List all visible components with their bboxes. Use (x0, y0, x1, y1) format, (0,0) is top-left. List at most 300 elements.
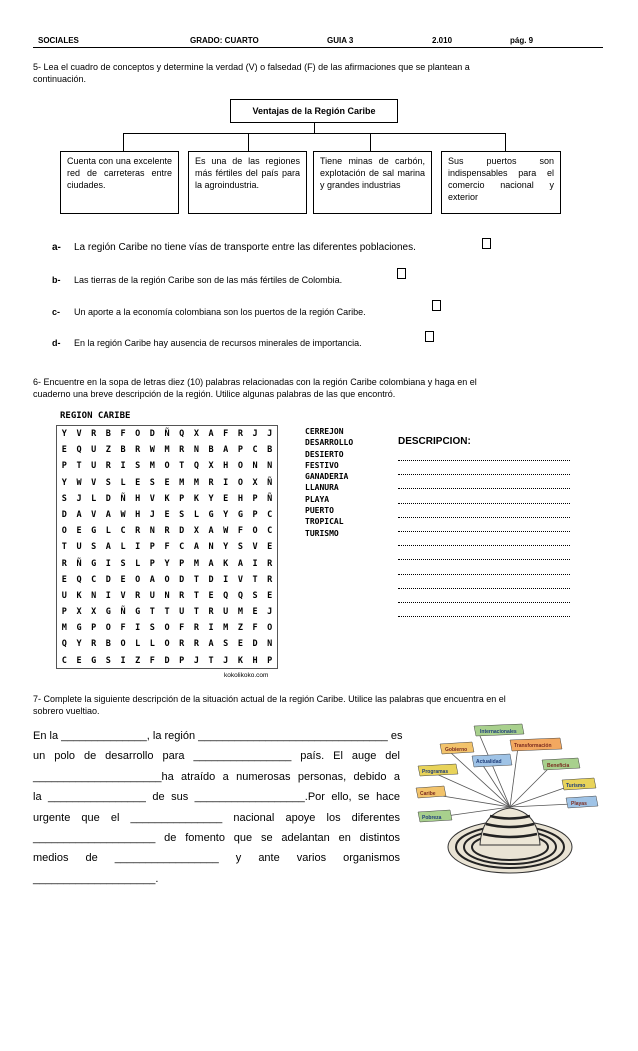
grid-cell[interactable]: H (237, 493, 243, 504)
grid-cell[interactable]: V (76, 429, 82, 439)
description-line[interactable] (398, 545, 570, 546)
grid-cell[interactable]: I (120, 461, 126, 472)
grid-cell[interactable]: E (267, 590, 273, 601)
grid-cell[interactable]: J (76, 493, 82, 504)
grid-cell[interactable]: M (193, 558, 199, 569)
grid-cell[interactable]: J (267, 429, 273, 439)
grid-cell[interactable]: E (223, 493, 229, 504)
hat-flag (418, 764, 458, 776)
grid-cell[interactable]: S (61, 493, 67, 504)
grid-cell[interactable]: M (179, 477, 185, 488)
grid-cell[interactable]: C (267, 509, 273, 520)
concept-text: Cuenta con una excelente red de carreteras entre ciudades. (67, 156, 172, 190)
word-list-item: PLAYA (305, 494, 330, 504)
grid-cell[interactable]: Y (61, 429, 67, 439)
statement-d-checkbox[interactable] (425, 331, 434, 342)
grid-cell[interactable]: O (164, 461, 170, 472)
grid-cell[interactable]: U (179, 607, 185, 618)
grid-cell[interactable]: X (193, 429, 199, 439)
grid-cell[interactable]: O (237, 461, 243, 472)
grid-cell[interactable]: K (237, 655, 243, 666)
grid-row (57, 523, 277, 539)
grid-cell[interactable]: U (61, 590, 67, 601)
grid-cell[interactable]: M (61, 623, 67, 634)
description-line[interactable] (398, 517, 570, 518)
concept-text: Tiene minas de carbón, explotación de sal marina y grandes industrias (320, 156, 425, 190)
grid-cell[interactable]: Z (237, 623, 243, 634)
grid-cell[interactable]: Y (223, 509, 229, 520)
grid-cell[interactable]: Ñ (267, 493, 273, 504)
grid-cell[interactable]: I (120, 655, 126, 666)
paragraph-line: la ________________ de sus __________________.Por ello, se hace (33, 791, 400, 804)
grid-cell[interactable]: G (135, 607, 141, 618)
grid-cell[interactable]: H (135, 509, 141, 520)
grid-cell[interactable]: G (237, 509, 243, 520)
paragraph-line: un polo de desarrollo para ________________ país. El auge del (33, 750, 400, 763)
grid-cell[interactable]: J (149, 509, 155, 520)
grid-cell[interactable]: E (267, 542, 273, 553)
grid-cell[interactable]: L (193, 509, 199, 520)
grid-cell[interactable]: Q (76, 574, 82, 585)
grid-cell[interactable]: U (91, 445, 97, 456)
grid-cell[interactable]: I (135, 623, 141, 634)
grid-cell[interactable]: Ñ (76, 558, 82, 569)
grid-cell[interactable]: L (120, 477, 126, 488)
hat-flag (418, 810, 452, 822)
header-year: 2.010 (432, 36, 453, 45)
grid-cell[interactable]: Y (164, 558, 170, 569)
grid-cell[interactable]: T (193, 574, 199, 585)
grid-cell[interactable]: T (76, 461, 82, 472)
grid-cell[interactable]: D (208, 574, 214, 585)
grid-cell[interactable]: F (223, 429, 229, 439)
grid-cell[interactable]: W (76, 477, 82, 488)
grid-cell[interactable]: R (135, 526, 141, 537)
grid-cell[interactable]: S (91, 542, 97, 553)
grid-cell[interactable]: U (91, 461, 97, 472)
grid-cell[interactable]: A (76, 509, 82, 520)
grid-cell[interactable]: S (135, 461, 141, 472)
hat-flag (566, 796, 598, 808)
grid-cell[interactable]: V (120, 590, 126, 601)
grid-row (57, 539, 277, 555)
grid-cell[interactable]: E (135, 477, 141, 488)
grid-cell[interactable]: T (252, 574, 258, 585)
grid-cell[interactable]: L (120, 542, 126, 553)
grid-cell[interactable]: M (164, 445, 170, 456)
grid-cell[interactable]: O (164, 623, 170, 634)
grid-cell[interactable]: K (76, 590, 82, 601)
grid-cell[interactable]: B (105, 639, 111, 650)
grid-cell[interactable]: H (135, 493, 141, 504)
grid-cell[interactable]: F (252, 623, 258, 634)
grid-cell[interactable]: R (61, 558, 67, 569)
grid-cell[interactable]: A (105, 542, 111, 553)
puzzle-title: REGION CARIBE (60, 411, 131, 421)
fill-in-paragraph (33, 726, 403, 889)
grid-row (57, 491, 277, 507)
concept-box-2 (188, 151, 307, 214)
hat-flag (416, 786, 446, 798)
grid-cell[interactable]: X (76, 607, 82, 618)
grid-cell[interactable]: A (208, 558, 214, 569)
grid-cell[interactable]: F (179, 623, 185, 634)
grid-cell[interactable]: F (237, 526, 243, 537)
grid-cell[interactable]: C (267, 526, 273, 537)
grid-cell[interactable]: Ñ (120, 493, 126, 504)
grid-row (57, 442, 277, 458)
grid-cell[interactable]: N (267, 639, 273, 650)
grid-cell[interactable]: O (164, 639, 170, 650)
grid-cell[interactable]: I (252, 558, 258, 569)
statement-c-checkbox[interactable] (432, 300, 441, 311)
grid-cell[interactable]: A (223, 445, 229, 456)
grid-cell[interactable]: V (91, 509, 97, 520)
word-list-item: DESIERTO (305, 449, 344, 459)
grid-cell[interactable]: S (149, 477, 155, 488)
grid-cell[interactable]: M (223, 623, 229, 634)
grid-cell[interactable]: O (164, 574, 170, 585)
description-line[interactable] (398, 559, 570, 560)
grid-cell[interactable]: R (179, 445, 185, 456)
grid-cell[interactable]: B (267, 445, 273, 456)
grid-cell[interactable]: O (61, 526, 67, 537)
statement-text: En la región Caribe hay ausencia de recursos minerales de importancia. (74, 338, 362, 348)
grid-cell[interactable]: I (223, 574, 229, 585)
grid-cell[interactable]: P (149, 558, 155, 569)
grid-cell[interactable]: V (237, 574, 243, 585)
grid-cell[interactable]: Y (208, 493, 214, 504)
grid-cell[interactable]: W (223, 526, 229, 537)
connector-drop-3 (370, 133, 371, 151)
grid-cell[interactable]: U (223, 607, 229, 618)
grid-cell[interactable]: V (91, 477, 97, 488)
grid-cell[interactable]: Y (76, 639, 82, 650)
grid-cell[interactable]: B (120, 445, 126, 456)
connector-drop-2 (248, 133, 249, 151)
grid-cell[interactable]: G (91, 655, 97, 666)
grid-cell[interactable]: R (179, 590, 185, 601)
grid-cell[interactable]: K (193, 493, 199, 504)
grid-cell[interactable]: O (135, 429, 141, 439)
grid-cell[interactable]: S (120, 558, 126, 569)
grid-cell[interactable]: W (120, 509, 126, 520)
grid-cell[interactable]: A (208, 526, 214, 537)
grid-cell[interactable]: P (179, 493, 185, 504)
grid-cell[interactable]: F (120, 623, 126, 634)
grid-cell[interactable]: S (149, 623, 155, 634)
grid-cell[interactable]: K (223, 558, 229, 569)
grid-row (57, 475, 277, 491)
word-search-grid (56, 425, 278, 669)
grid-cell[interactable]: E (61, 445, 67, 456)
grid-row (57, 556, 277, 572)
grid-cell[interactable]: E (76, 655, 82, 666)
grid-cell[interactable]: A (105, 509, 111, 520)
grid-cell[interactable]: X (252, 477, 258, 488)
grid-cell[interactable]: A (149, 574, 155, 585)
grid-cell[interactable]: Z (135, 655, 141, 666)
grid-cell[interactable]: S (105, 477, 111, 488)
grid-cell[interactable]: R (208, 477, 214, 488)
hat-flag-label: Actualidad (476, 759, 502, 765)
grid-cell[interactable]: T (61, 542, 67, 553)
grid-cell[interactable]: O (135, 574, 141, 585)
connector-drop-1 (123, 133, 124, 151)
grid-cell[interactable]: P (61, 607, 67, 618)
grid-cell[interactable]: O (105, 623, 111, 634)
grid-cell[interactable]: P (91, 623, 97, 634)
grid-cell[interactable]: Q (76, 445, 82, 456)
grid-cell[interactable]: T (208, 655, 214, 666)
grid-cell[interactable]: O (267, 623, 273, 634)
statement-letter: c- (52, 307, 61, 317)
hat-flag-label: Programas (422, 769, 449, 775)
hat-flag (472, 754, 512, 767)
grid-cell[interactable]: R (91, 639, 97, 650)
grid-cell[interactable]: P (252, 509, 258, 520)
grid-cell[interactable]: P (149, 542, 155, 553)
grid-cell[interactable]: K (164, 493, 170, 504)
grid-cell[interactable]: X (91, 607, 97, 618)
paragraph-line: En la ______________, la región _______________________________ es (33, 730, 403, 742)
grid-cell[interactable]: S (179, 509, 185, 520)
paragraph-line: urgente que el _______________ nacional apoye los diferentes (33, 811, 400, 824)
statement-d (52, 337, 362, 349)
grid-cell[interactable]: D (105, 493, 111, 504)
grid-cell[interactable]: S (237, 542, 243, 553)
grid-cell[interactable]: I (135, 542, 141, 553)
grid-cell[interactable]: R (193, 623, 199, 634)
grid-cell[interactable]: E (61, 574, 67, 585)
grid-row (57, 653, 277, 669)
grid-cell[interactable]: B (208, 445, 214, 456)
grid-cell[interactable]: N (149, 526, 155, 537)
hat-flag (542, 758, 580, 770)
grid-cell[interactable]: E (208, 590, 214, 601)
hat-flag-label: Internacionales (480, 729, 517, 735)
grid-cell[interactable]: L (91, 493, 97, 504)
grid-cell[interactable]: V (149, 493, 155, 504)
grid-cell[interactable]: P (267, 655, 273, 666)
grid-cell[interactable]: C (120, 526, 126, 537)
grid-cell[interactable]: D (61, 509, 67, 520)
grid-cell[interactable]: P (61, 461, 67, 472)
section5-instruction-line1: 5- Lea el cuadro de conceptos y determine la verdad (V) o falsedad (F) de las afirmaciones que se plantean a (33, 62, 470, 72)
grid-cell[interactable]: D (105, 574, 111, 585)
word-list-item: LLANURA (305, 483, 339, 493)
grid-cell[interactable]: F (164, 542, 170, 553)
grid-cell[interactable]: J (193, 655, 199, 666)
grid-cell[interactable]: G (91, 558, 97, 569)
grid-cell[interactable]: W (149, 445, 155, 456)
grid-cell[interactable]: A (193, 542, 199, 553)
statement-b (52, 274, 342, 286)
grid-cell[interactable]: R (267, 558, 273, 569)
section5-instruction (33, 61, 613, 85)
statement-letter: b- (52, 275, 61, 285)
grid-cell[interactable]: A (237, 558, 243, 569)
grid-cell[interactable]: R (135, 590, 141, 601)
grid-cell[interactable]: Ñ (267, 477, 273, 488)
grid-cell[interactable]: I (223, 477, 229, 488)
grid-cell[interactable]: Q (179, 429, 185, 439)
grid-cell[interactable]: D (149, 429, 155, 439)
grid-cell[interactable]: F (120, 429, 126, 439)
concept-text: Sus puertos son indispensables para el comercio nacional y exterior (448, 156, 554, 202)
hat-flag-label: Transformación (514, 743, 552, 749)
grid-cell[interactable]: N (164, 590, 170, 601)
grid-cell[interactable]: C (179, 542, 185, 553)
grid-cell[interactable]: Ñ (120, 607, 126, 618)
grid-cell[interactable]: C (61, 655, 67, 666)
grid-cell[interactable]: M (193, 477, 199, 488)
grid-cell[interactable]: G (76, 623, 82, 634)
grid-cell[interactable]: T (149, 607, 155, 618)
section7-instruction-line2: sobrero vueltiao. (33, 706, 100, 716)
grid-cell[interactable]: Z (105, 445, 111, 456)
grid-cell[interactable]: L (135, 558, 141, 569)
hat-flag (474, 724, 524, 736)
grid-cell[interactable]: D (179, 574, 185, 585)
grid-cell[interactable]: T (179, 461, 185, 472)
grid-cell[interactable]: R (193, 639, 199, 650)
grid-cell[interactable]: X (208, 461, 214, 472)
description-line[interactable] (398, 616, 570, 617)
grid-cell[interactable]: B (105, 429, 111, 439)
grid-cell[interactable]: N (208, 542, 214, 553)
grid-cell[interactable]: S (252, 590, 258, 601)
description-line[interactable] (398, 488, 570, 489)
grid-cell[interactable]: S (223, 639, 229, 650)
grid-cell[interactable]: R (237, 429, 243, 439)
sombrero-vueltiao-illustration (410, 722, 610, 882)
grid-cell[interactable]: C (91, 574, 97, 585)
grid-cell[interactable]: E (164, 509, 170, 520)
grid-cell[interactable]: P (237, 445, 243, 456)
grid-cell[interactable]: Q (61, 639, 67, 650)
header-subject: SOCIALES (38, 36, 79, 45)
grid-cell[interactable]: E (164, 477, 170, 488)
description-line[interactable] (398, 602, 570, 603)
grid-row (57, 458, 277, 474)
grid-cell[interactable]: A (208, 429, 214, 439)
grid-cell[interactable]: T (193, 590, 199, 601)
hat-flag-label: Caribe (420, 791, 436, 797)
grid-cell[interactable]: I (105, 590, 111, 601)
grid-cell[interactable]: R (208, 607, 214, 618)
grid-cell[interactable]: H (252, 655, 258, 666)
grid-cell[interactable]: Ñ (164, 429, 170, 439)
grid-cell[interactable]: R (267, 574, 273, 585)
grid-cell[interactable]: I (208, 623, 214, 634)
grid-cell[interactable]: M (149, 461, 155, 472)
grid-cell[interactable]: F (149, 655, 155, 666)
grid-cell[interactable]: N (252, 461, 258, 472)
grid-cell[interactable]: E (237, 639, 243, 650)
grid-cell[interactable]: N (267, 461, 273, 472)
grid-cell[interactable]: D (164, 655, 170, 666)
description-line[interactable] (398, 574, 570, 575)
grid-cell[interactable]: J (252, 429, 258, 439)
concept-box-3 (313, 151, 432, 214)
grid-cell[interactable]: O (252, 526, 258, 537)
grid-cell[interactable]: H (223, 461, 229, 472)
grid-cell[interactable]: R (179, 639, 185, 650)
description-line[interactable] (398, 460, 570, 461)
grid-cell[interactable]: Q (193, 461, 199, 472)
grid-row (57, 588, 277, 604)
grid-cell[interactable]: J (223, 655, 229, 666)
grid-cell[interactable]: T (164, 607, 170, 618)
grid-cell[interactable]: U (149, 590, 155, 601)
description-line[interactable] (398, 474, 570, 475)
grid-cell[interactable]: J (267, 607, 273, 618)
grid-cell[interactable]: S (105, 655, 111, 666)
grid-cell[interactable]: D (179, 526, 185, 537)
grid-cell[interactable]: M (237, 607, 243, 618)
grid-cell[interactable]: P (179, 655, 185, 666)
grid-cell[interactable]: I (105, 558, 111, 569)
grid-cell[interactable]: G (208, 509, 214, 520)
grid-cell[interactable]: O (237, 477, 243, 488)
grid-cell[interactable]: Y (223, 542, 229, 553)
grid-cell[interactable]: N (91, 590, 97, 601)
grid-cell[interactable]: G (105, 607, 111, 618)
grid-cell[interactable]: L (105, 526, 111, 537)
grid-cell[interactable]: O (120, 639, 126, 650)
grid-cell[interactable]: U (76, 542, 82, 553)
grid-cell[interactable]: T (193, 607, 199, 618)
grid-row (57, 636, 277, 652)
statement-a (52, 242, 416, 254)
grid-cell[interactable]: Q (237, 590, 243, 601)
statement-b-checkbox[interactable] (397, 268, 406, 279)
grid-cell[interactable]: E (76, 526, 82, 537)
grid-cell[interactable]: Q (223, 590, 229, 601)
grid-cell[interactable]: L (135, 639, 141, 650)
statement-text: Las tierras de la región Caribe son de las más fértiles de Colombia. (74, 275, 343, 285)
header-guide: GUIA 3 (327, 36, 354, 45)
description-line[interactable] (398, 531, 570, 532)
grid-cell[interactable]: R (135, 445, 141, 456)
grid-cell[interactable]: G (91, 526, 97, 537)
grid-cell[interactable]: A (208, 639, 214, 650)
grid-cell[interactable]: E (252, 607, 258, 618)
grid-cell[interactable]: P (252, 493, 258, 504)
grid-cell[interactable]: X (193, 526, 199, 537)
statement-c (52, 306, 366, 318)
statement-a-checkbox[interactable] (482, 238, 491, 249)
hat-flag-label: Turismo (566, 783, 586, 789)
description-line[interactable] (398, 588, 570, 589)
grid-cell[interactable]: R (105, 461, 111, 472)
grid-cell[interactable]: R (91, 429, 97, 439)
grid-cell[interactable]: D (252, 639, 258, 650)
grid-cell[interactable]: R (164, 526, 170, 537)
grid-cell[interactable]: E (120, 574, 126, 585)
section6-instruction-line2: cuaderno una breve descripción de la región. Utilice algunas palabras de las que encontró. (33, 389, 396, 399)
grid-cell[interactable]: P (179, 558, 185, 569)
grid-cell[interactable]: V (252, 542, 258, 553)
grid-cell[interactable]: Y (61, 477, 67, 488)
hat-flag-label: Pobreza (422, 815, 442, 821)
grid-cell[interactable]: L (149, 639, 155, 650)
grid-cell[interactable]: C (252, 445, 258, 456)
description-line[interactable] (398, 503, 570, 504)
concept-box-1 (60, 151, 179, 214)
grid-cell[interactable]: N (193, 445, 199, 456)
